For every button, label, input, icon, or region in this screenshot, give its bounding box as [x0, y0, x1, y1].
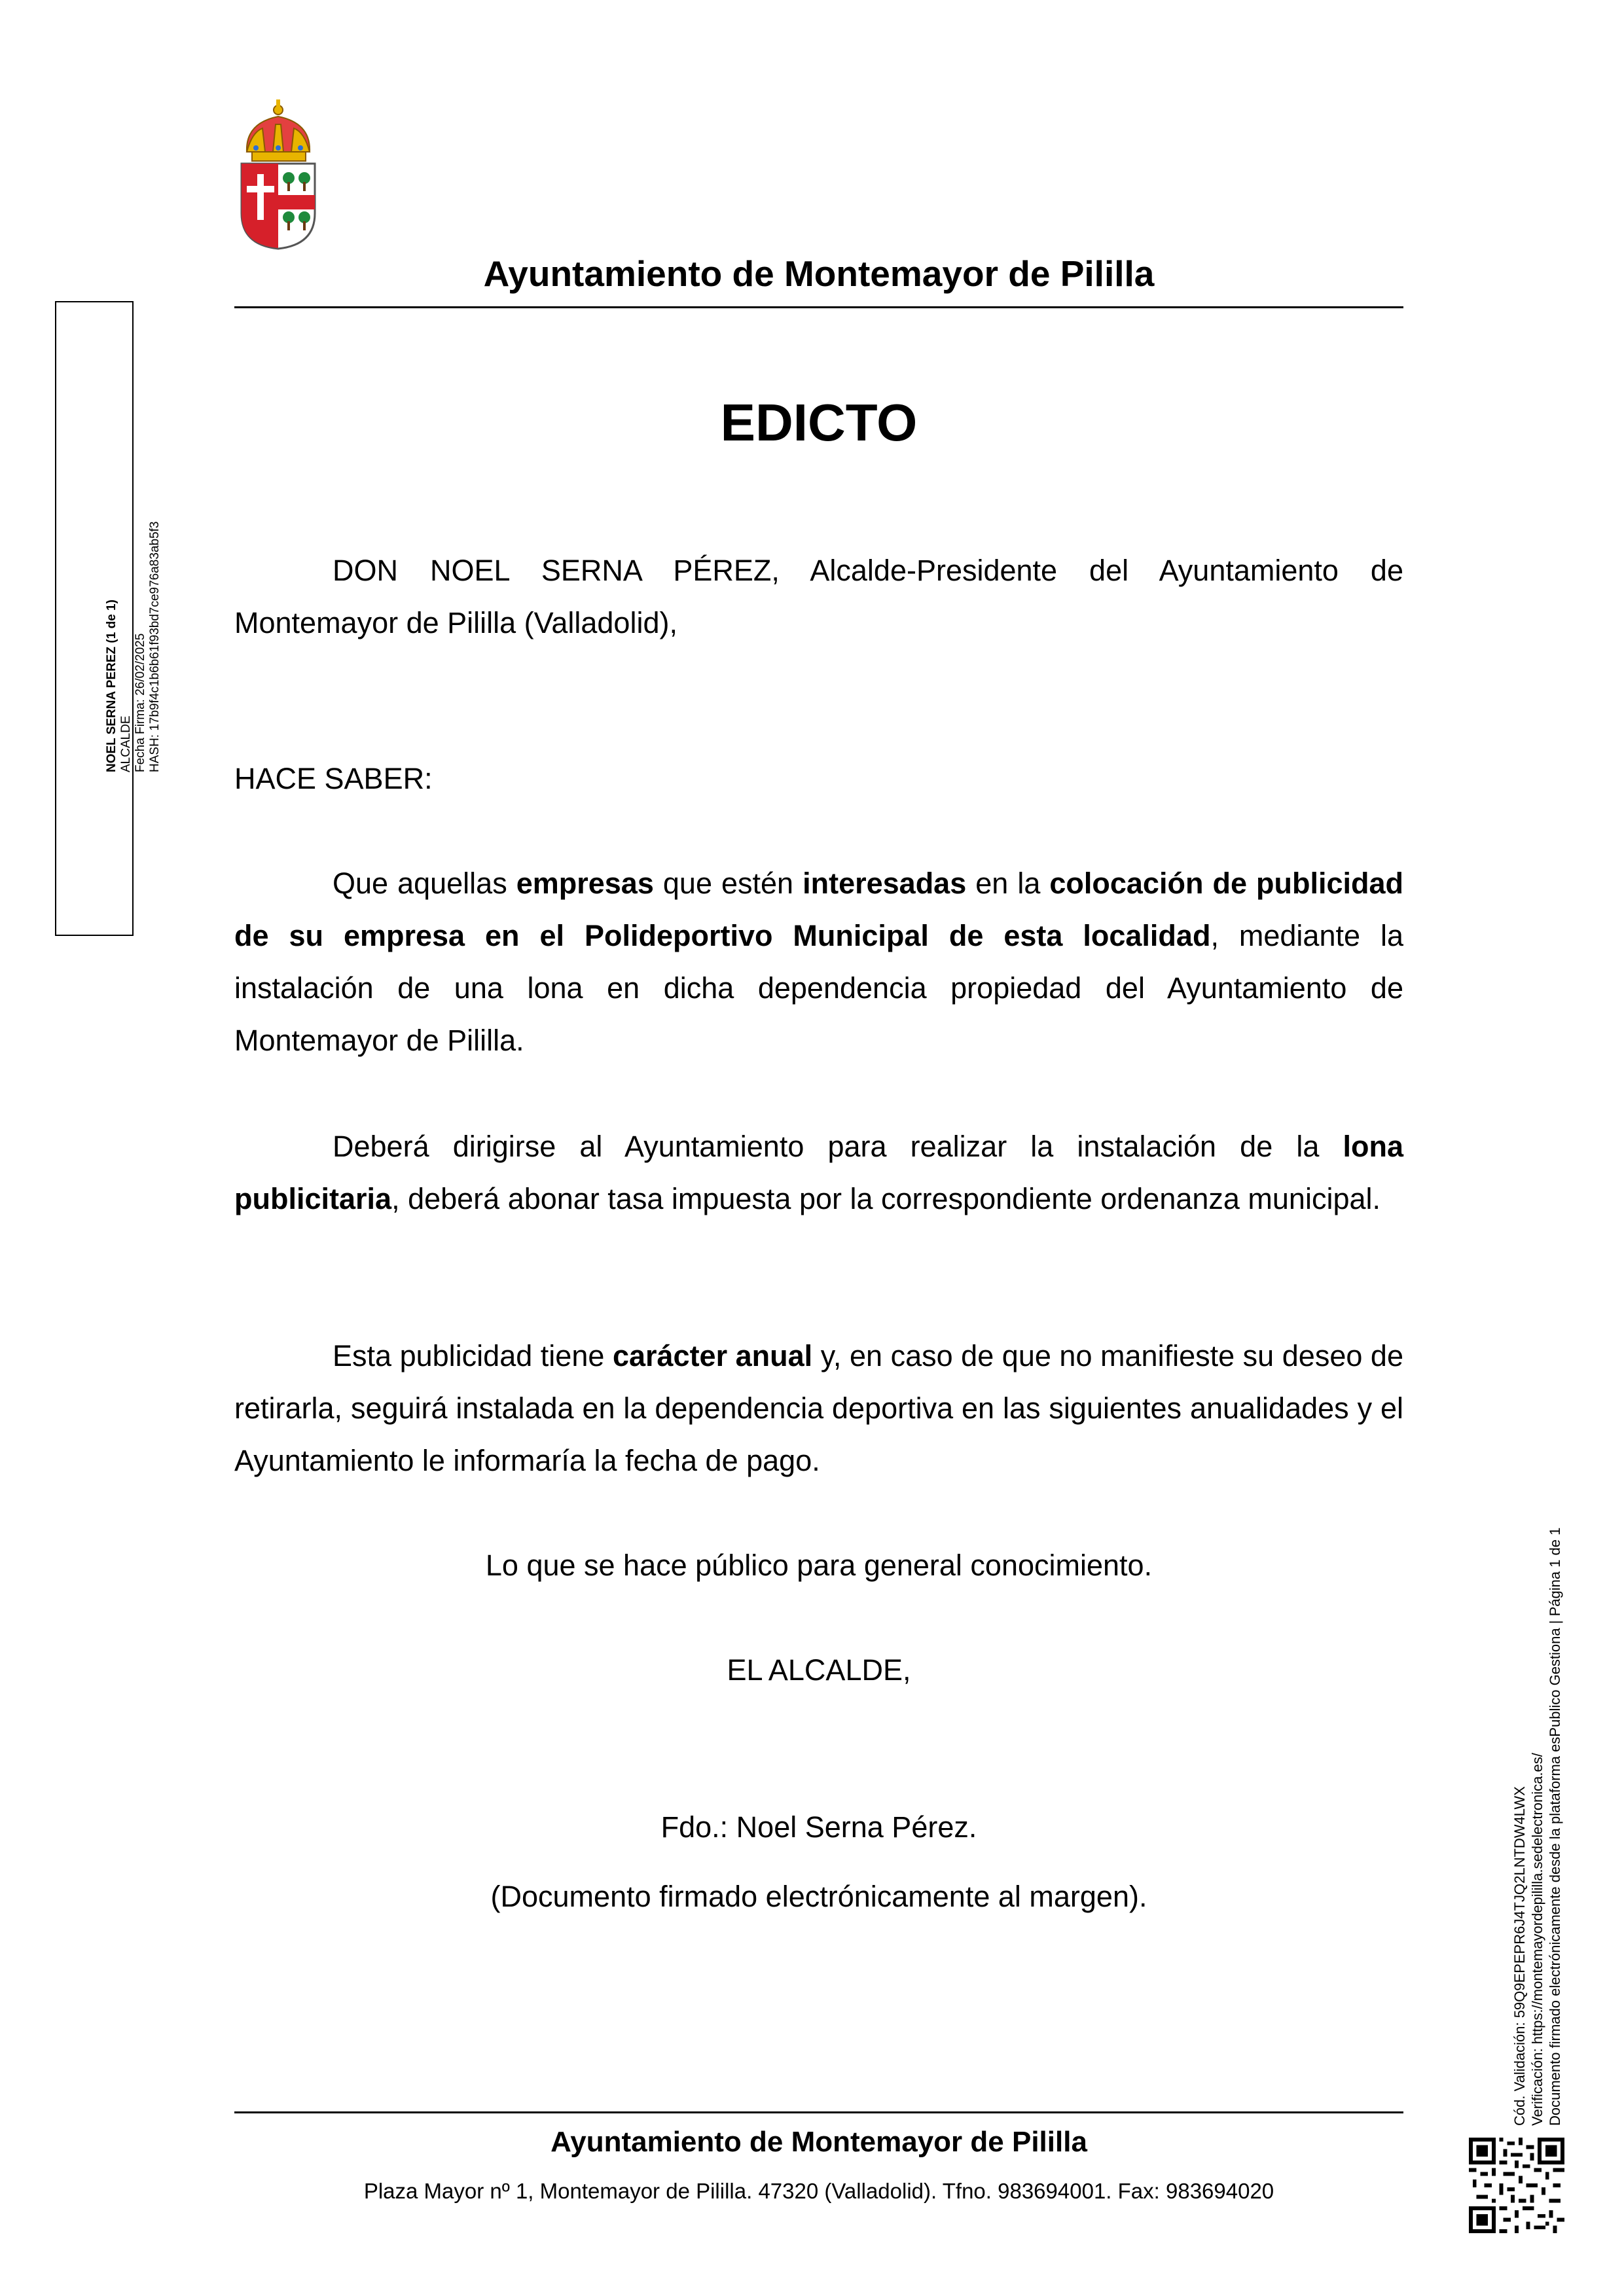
text-span: , mediante la instalación de una lona en dicha dependencia propiedad del Ayuntamiento de Montemayor de Pililla.: [234, 919, 1403, 1057]
footer-title: Ayuntamiento de Montemayor de Pililla: [550, 2126, 1087, 2158]
intro-paragraph: DON NOEL SERNA PÉREZ, Alcalde-Presidente del Ayuntamiento de Montemayor de Pililla (Valladolid),: [234, 554, 1403, 639]
text-span: Que aquellas: [333, 867, 516, 900]
header-divider: [234, 306, 1403, 308]
bold-span: colocación de publicidad de su empresa en el Polideportivo Municipal de esta localidad: [234, 867, 1403, 952]
paragraph-companies: [234, 857, 1403, 1067]
paragraph-annual: [234, 1330, 1403, 1487]
bold-span: interesadas: [803, 867, 967, 900]
coat-of-arms-icon: [232, 97, 324, 251]
header-title: Ayuntamiento de Montemayor de Pililla: [483, 253, 1155, 294]
text-span: en la: [966, 867, 1050, 900]
hace-saber-heading: HACE SABER:: [234, 762, 433, 795]
text-span: y, en caso de que no manifieste su deseo de retirarla, seguirá instalada en la dependencia deportiva en las siguientes anualidades y el Ayuntamiento le informaría la fecha de pago.: [234, 1339, 1403, 1477]
signature-date: Fecha Firma: 26/02/2025: [134, 633, 147, 772]
qr-code-icon[interactable]: [1469, 2138, 1564, 2233]
text-span: Deberá dirigirse al Ayuntamiento para realizar la instalación de la: [333, 1130, 1343, 1163]
verification-note: Documento firmado electrónicamente desde la plataforma esPublico Gestiona | Página 1 de 1: [1547, 1527, 1563, 2126]
footer-address: Plaza Mayor nº 1, Montemayor de Pililla. 47320 (Valladolid). Tfno. 983694001. Fax: 983694020: [363, 2179, 1274, 2203]
signer-role-margin: ALCALDE: [119, 715, 133, 772]
signed-by: Fdo.: Noel Serna Pérez.: [660, 1810, 977, 1844]
verification-text: [1511, 1432, 1564, 2126]
text-span: Esta publicidad tiene: [333, 1339, 613, 1372]
signer-role: EL ALCALDE,: [727, 1653, 911, 1687]
validation-code: Cód. Validación: 59Q9EPEPR6J4TJQ2LNTDW4LWX: [1511, 1786, 1528, 2126]
text-span: que estén: [653, 867, 803, 900]
verification-url[interactable]: Verificación: https://montemayordepililla.sedelectronica.es/: [1529, 1753, 1545, 2126]
signature-hash: HASH: 17b9f4c1b6b61f93bd7ce976a83ab5f3: [148, 521, 162, 772]
closing-line: Lo que se hace público para general conocimiento.: [485, 1549, 1153, 1582]
signature-margin-text: [105, 432, 162, 772]
bold-span: carácter anual: [612, 1339, 813, 1372]
bold-span: empresas: [516, 867, 654, 900]
text-span: , deberá abonar tasa impuesta por la correspondiente ordenanza municipal.: [391, 1182, 1381, 1215]
signer-name: NOEL SERNA PEREZ (1 de 1): [105, 600, 118, 772]
document-title: EDICTO: [720, 393, 918, 452]
signed-note: (Documento firmado electrónicamente al margen).: [490, 1880, 1147, 1913]
paragraph-installation: [234, 1121, 1403, 1225]
bold-span: lona publicitaria: [234, 1130, 1403, 1215]
footer-divider: [234, 2111, 1403, 2113]
